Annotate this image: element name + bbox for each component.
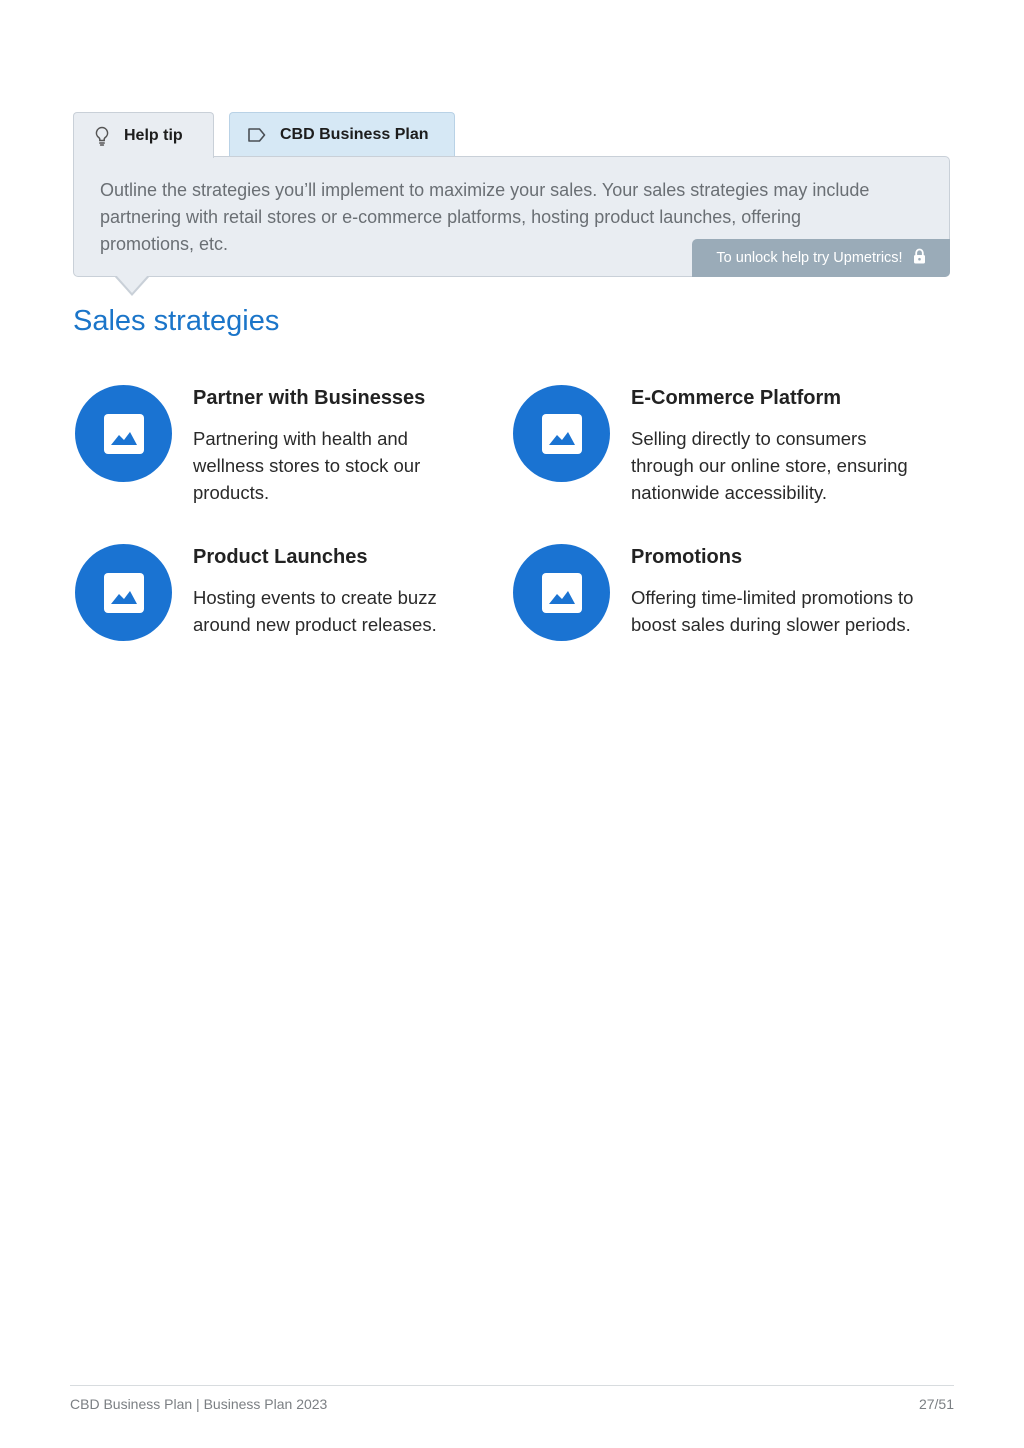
footer-document-title: CBD Business Plan | Business Plan 2023 <box>70 1396 328 1412</box>
section-title: Sales strategies <box>73 305 280 337</box>
strategy-description: Partnering with health and wellness stores to stock our products. <box>193 428 421 503</box>
strategy-title: Product Launches <box>193 546 368 568</box>
help-tip-pointer-fill <box>116 275 148 293</box>
strategy-icon-circle <box>75 385 172 482</box>
lock-icon <box>913 248 926 268</box>
unlock-help-button[interactable] <box>692 239 950 277</box>
strategy-description: Hosting events to create buzz around new product releases. <box>193 587 437 635</box>
tab-plan-label: CBD Business Plan <box>280 125 429 143</box>
tab-help-tip[interactable] <box>73 112 214 158</box>
strategy-icon-circle <box>513 385 610 482</box>
tab-cbd-business-plan[interactable] <box>229 112 455 156</box>
unlock-help-label: To unlock help try Upmetrics! <box>716 250 903 266</box>
strategy-description: Selling directly to consumers through our online store, ensuring nationwide accessibility. <box>631 428 908 503</box>
tag-icon <box>247 125 267 145</box>
tab-help-tip-label: Help tip <box>124 126 183 144</box>
lightbulb-icon <box>92 126 112 146</box>
footer-divider <box>70 1385 954 1386</box>
footer-page-number: 27/51 <box>918 1396 954 1412</box>
help-tip-box <box>73 156 950 277</box>
strategy-description: Offering time-limited promotions to boost sales during slower periods. <box>631 587 914 635</box>
image-icon <box>104 573 144 613</box>
strategy-title: Promotions <box>631 546 743 568</box>
strategy-title: Partner with Businesses <box>193 387 426 409</box>
image-icon <box>542 573 582 613</box>
image-icon <box>542 414 582 454</box>
help-tip-text: Outline the strategies you’ll implement to maximize your sales. Your sales strategies may include partnering with retail stores or e-commerce platforms, hosting product launches, offering promotions, etc. <box>100 180 870 254</box>
strategy-title: E-Commerce Platform <box>631 387 842 409</box>
image-icon <box>104 414 144 454</box>
strategy-icon-circle <box>75 544 172 641</box>
strategy-icon-circle <box>513 544 610 641</box>
